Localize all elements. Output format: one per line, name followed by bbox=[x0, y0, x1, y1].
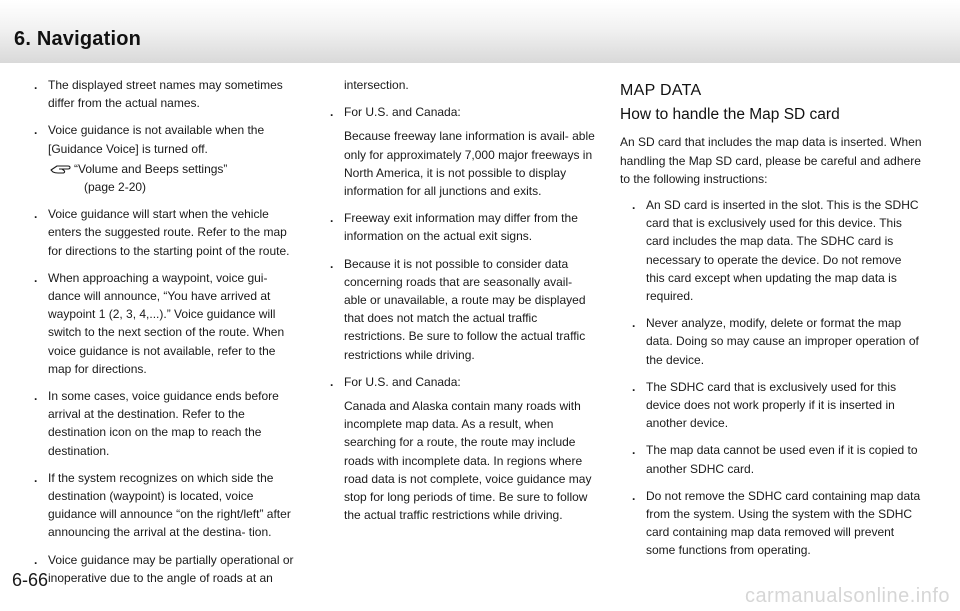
list-item-text: The SDHC card that is exclusively used for this device does not work properly if it is inserted in another device. bbox=[646, 379, 897, 431]
bullet-list-col3 bbox=[632, 196, 922, 560]
list-item-lead: For U.S. and Canada: bbox=[344, 105, 461, 120]
list-item bbox=[632, 314, 922, 369]
bullet: . bbox=[632, 316, 636, 331]
list-item bbox=[330, 255, 598, 364]
list-item-text: An SD card is inserted in the slot. This is the SDHC card that is exclusively used for this device. This card includes the map data. The SDHC card is necessary to operate the device. Do not remove this card except when updating the map data is required. bbox=[646, 198, 919, 304]
list-item bbox=[34, 551, 302, 587]
intro-paragraph: An SD card that includes the map data is inserted. When handling the Map SD card, please be careful and adhere to the following instructions: bbox=[620, 135, 922, 186]
bullet: . bbox=[34, 389, 38, 404]
list-item bbox=[632, 196, 922, 305]
column-3 bbox=[620, 76, 922, 569]
bullet: . bbox=[34, 78, 38, 92]
list-item bbox=[330, 373, 598, 525]
bullet: . bbox=[34, 270, 38, 285]
bullet: . bbox=[632, 443, 636, 458]
header-bar bbox=[0, 0, 960, 63]
list-item-text: Never analyze, modify, delete or format the map data. Doing so may cause an improper operation of the device. bbox=[646, 316, 919, 367]
bullet-list-col1 bbox=[34, 76, 302, 587]
bullet: . bbox=[632, 488, 636, 503]
column-1 bbox=[34, 76, 302, 596]
bullet: . bbox=[34, 552, 38, 567]
list-item-text: Voice guidance is not available when the [Guidance Voice] is turned off. bbox=[48, 123, 265, 156]
section-title: MAP DATA bbox=[620, 82, 702, 99]
bullet: . bbox=[632, 198, 636, 213]
watermark: carmanualsonline.info bbox=[744, 585, 950, 607]
bullet: . bbox=[34, 123, 38, 138]
list-item bbox=[34, 269, 302, 378]
list-item-text: The displayed street names may sometimes differ from the actual names. bbox=[48, 78, 283, 111]
bullet: . bbox=[330, 105, 334, 120]
bullet: . bbox=[34, 207, 38, 222]
bullet-list-col2 bbox=[330, 103, 598, 524]
bullet: . bbox=[34, 470, 38, 485]
list-item-text: In some cases, voice guidance ends before arrival at the destination. Refer to the destination icon on the map to reach the destination. bbox=[48, 389, 279, 458]
column-2 bbox=[330, 76, 598, 533]
list-item bbox=[632, 441, 922, 477]
cross-reference[interactable] bbox=[50, 160, 302, 196]
list-item bbox=[34, 469, 302, 542]
list-item bbox=[632, 378, 922, 433]
list-item bbox=[632, 487, 922, 560]
bullet: . bbox=[632, 379, 636, 394]
list-item-lead: Because it is not possible to consider data concerning roads that are seasonally avail- able or unavailable, a route may be displayed that does not match the actual traffic restrictions. Be sure to follow the actual traffic restrictions while driving. bbox=[344, 256, 586, 362]
bullet: . bbox=[330, 256, 334, 271]
list-item-text: When approaching a waypoint, voice gui- dance will announce, “You have arrived at waypoint 1 (2, 3, 4,...).” Voice guidance will switch to the next section of the route. When voice guidance is not available, refer to the map for directions. bbox=[48, 270, 285, 376]
page-number: 6-66 bbox=[12, 570, 49, 590]
list-item bbox=[34, 205, 302, 260]
list-item-text: The map data cannot be used even if it is copied to another SDHC card. bbox=[646, 443, 918, 476]
chapter-title: 6. Navigation bbox=[14, 28, 142, 50]
list-item bbox=[330, 103, 598, 200]
list-item-text: If the system recognizes on which side the destination (waypoint) is located, voice guidance will announce “on the right/left” after announcing the arrival at the destina- tion. bbox=[48, 470, 291, 540]
bullet: . bbox=[330, 211, 334, 226]
list-item bbox=[34, 76, 302, 112]
list-item bbox=[330, 209, 598, 245]
list-item bbox=[34, 121, 302, 196]
subsection-title: How to handle the Map SD card bbox=[620, 106, 840, 124]
list-item-lead: Freeway exit information may differ from the information on the actual exit signs. bbox=[344, 211, 578, 244]
list-item-text: Do not remove the SDHC card containing map data from the system. Using the system with the SDHC card containing map data removed will prevent some functions from operating. bbox=[646, 488, 921, 558]
cross-reference-text bbox=[72, 160, 227, 196]
continuation-text: intersection. bbox=[344, 78, 409, 92]
bullet: . bbox=[330, 374, 334, 389]
list-item-body: Canada and Alaska contain many roads with incomplete map data. As a result, when searching for a route, the route may include roads with incomplete data. In regions where road data is not complete, voice guidance may stop for long periods of time. Be sure to follow the actual traffic restrictions while driving. bbox=[344, 399, 592, 523]
list-item-text: Voice guidance will start when the vehicle enters the suggested route. Refer to the map for directions to the starting point of the route. bbox=[48, 207, 290, 258]
pointing-hand-icon bbox=[50, 161, 72, 175]
list-item-lead: For U.S. and Canada: bbox=[344, 374, 461, 389]
reference-title: “Volume and Beeps settings” bbox=[74, 161, 228, 176]
reference-page: (page 2-20) bbox=[84, 180, 147, 195]
list-item-body: Because freeway lane information is avail- able only for approximately 7,000 major freeways in North America, it is not possible to display information for all junctions and exits. bbox=[344, 129, 595, 199]
list-item bbox=[34, 387, 302, 460]
list-item-text: Voice guidance may be partially operational or inoperative due to the angle of roads at an bbox=[48, 552, 294, 585]
